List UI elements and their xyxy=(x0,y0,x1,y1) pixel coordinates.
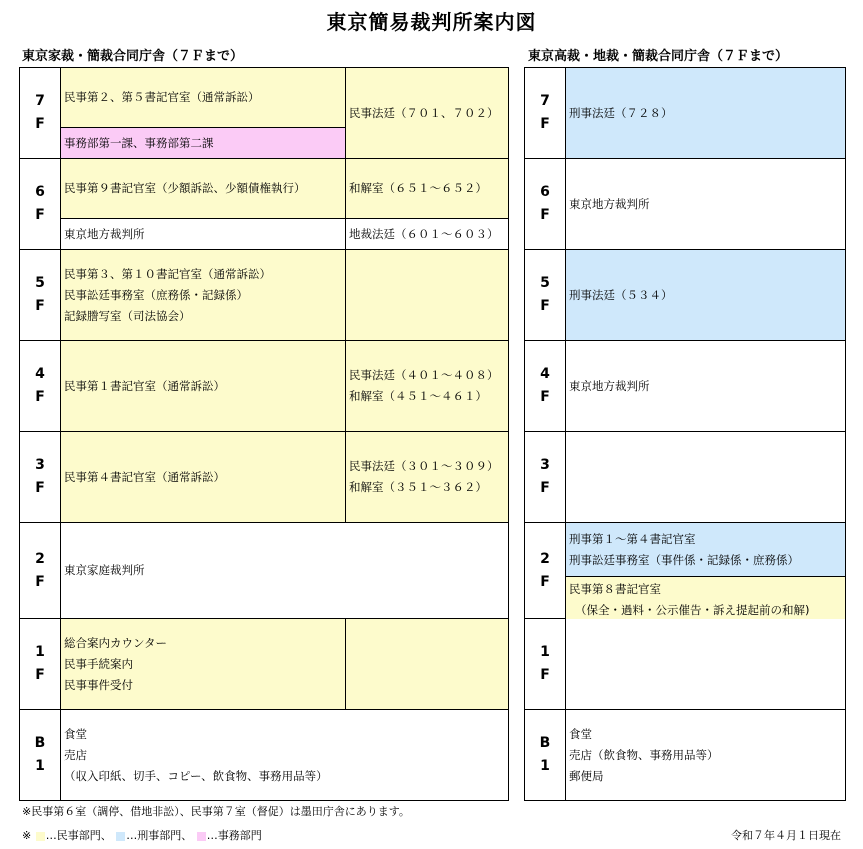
floor-label: 1 F xyxy=(20,619,61,709)
settlement-room-cell: 和解室（６５１～６５２） xyxy=(346,159,508,218)
right-floor-7f xyxy=(525,68,846,159)
right-building-name: 東京高裁・地裁・簡裁合同庁舎（７Ｆまで） xyxy=(528,49,789,64)
floor-label: 5 F xyxy=(525,250,566,340)
district-court-cell: 東京地方裁判所 xyxy=(61,218,345,249)
left-floor-6f xyxy=(20,159,509,250)
left-floor-5f xyxy=(20,250,509,341)
left-floor-1f xyxy=(20,619,509,710)
right-floor-5f xyxy=(525,250,846,341)
courtroom-cell: 民事法廷（３０１～３０９） 和解室（３５１～３６２） xyxy=(346,432,508,522)
floor-label: 7 F xyxy=(20,68,61,158)
courtroom-cell: 民事法廷（７０１、７０２） xyxy=(346,68,508,158)
floor-label: 4 F xyxy=(20,341,61,431)
criminal-office-cell: 刑事第１～第４書記官室 刑事訟廷事務室（事件係・記録係・庶務係） xyxy=(566,523,845,576)
right-floor-b1 xyxy=(525,710,846,801)
admin-color-swatch xyxy=(197,832,206,841)
basement-cell: 食堂 売店 （収入印紙、切手、コピー、飲食物、事務用品等） xyxy=(61,710,508,800)
right-floor-2f xyxy=(525,523,846,619)
civil-office-cell: 民事第４書記官室（通常訴訟） xyxy=(61,432,345,522)
floor-label: 1 F xyxy=(525,619,566,709)
floor-label: 3 F xyxy=(525,432,566,522)
floor-label: 7 F xyxy=(525,68,566,158)
left-floor-3f xyxy=(20,432,509,523)
floor-label: 5 F xyxy=(20,250,61,340)
civil-office-cell: 民事第３、第１０書記官室（通常訴訟） 民事訟廷事務室（庶務係・記録係） 記録謄写室（司法協会） xyxy=(61,250,345,340)
empty-civil-cell xyxy=(346,250,508,340)
left-floor-2f xyxy=(20,523,509,619)
floor-label: 6 F xyxy=(20,159,61,249)
left-floor-4f xyxy=(20,341,509,432)
empty-cell xyxy=(566,432,845,522)
civil-office-cell: 民事第２、第５書記官室（通常訴訟） xyxy=(61,68,345,127)
left-floor-7f xyxy=(20,68,509,159)
floor-label: 2 F xyxy=(20,523,61,618)
floor-label: 6 F xyxy=(525,159,566,249)
civil-color-swatch xyxy=(36,832,45,841)
left-building-map xyxy=(19,67,509,801)
right-building-map xyxy=(524,67,846,801)
floor-label: B 1 xyxy=(20,710,61,800)
as-of-date: 令和７年４月１日現在 xyxy=(731,829,841,842)
criminal-color-swatch xyxy=(116,832,125,841)
floor-label: 4 F xyxy=(525,341,566,431)
left-building-name: 東京家裁・簡裁合同庁舎（７Ｆまで） xyxy=(22,49,244,64)
courtroom-cell: 民事法廷（４０１～４０８） 和解室（４５１～４６１） xyxy=(346,341,508,431)
footnote: ※民事第６室（調停、借地非訟）、民事第７室（督促）は墨田庁舎にあります。 xyxy=(22,805,410,818)
empty-civil-cell xyxy=(346,619,508,709)
floor-label: 3 F xyxy=(20,432,61,522)
reception-cell: 総合案内カウンター 民事手続案内 民事事件受付 xyxy=(61,619,345,709)
floor-label: B 1 xyxy=(525,710,566,800)
page-title: 東京簡易裁判所案内図 xyxy=(326,10,537,34)
family-court-cell: 東京家庭裁判所 xyxy=(61,523,508,618)
civil-office-cell: 民事第８書記官室 （保全・過料・公示催告・訴え提起前の和解) xyxy=(566,576,845,623)
civil-office-cell: 民事第１書記官室（通常訴訟） xyxy=(61,341,345,431)
criminal-courtroom-cell: 刑事法廷（７２８） xyxy=(566,68,845,158)
empty-cell xyxy=(566,619,845,709)
color-legend: ※ …民事部門、 …刑事部門、 …事務部門 xyxy=(22,829,262,842)
basement-cell: 食堂 売店（飲食物、事務用品等） 郵便局 xyxy=(566,710,845,800)
admin-office-cell: 事務部第一課、事務部第二課 xyxy=(61,127,345,158)
right-floor-3f xyxy=(525,432,846,523)
left-floor-b1 xyxy=(20,710,509,801)
civil-office-cell: 民事第９書記官室（少額訴訟、少額債権執行） xyxy=(61,159,345,218)
right-floor-6f xyxy=(525,159,846,250)
district-courtroom-cell: 地裁法廷（６０１～６０３） xyxy=(346,218,508,249)
criminal-courtroom-cell: 刑事法廷（５３４） xyxy=(566,250,845,340)
floor-label: 2 F xyxy=(525,523,566,618)
right-floor-1f xyxy=(525,619,846,710)
right-floor-4f xyxy=(525,341,846,432)
district-court-cell: 東京地方裁判所 xyxy=(566,341,845,431)
district-court-cell: 東京地方裁判所 xyxy=(566,159,845,249)
